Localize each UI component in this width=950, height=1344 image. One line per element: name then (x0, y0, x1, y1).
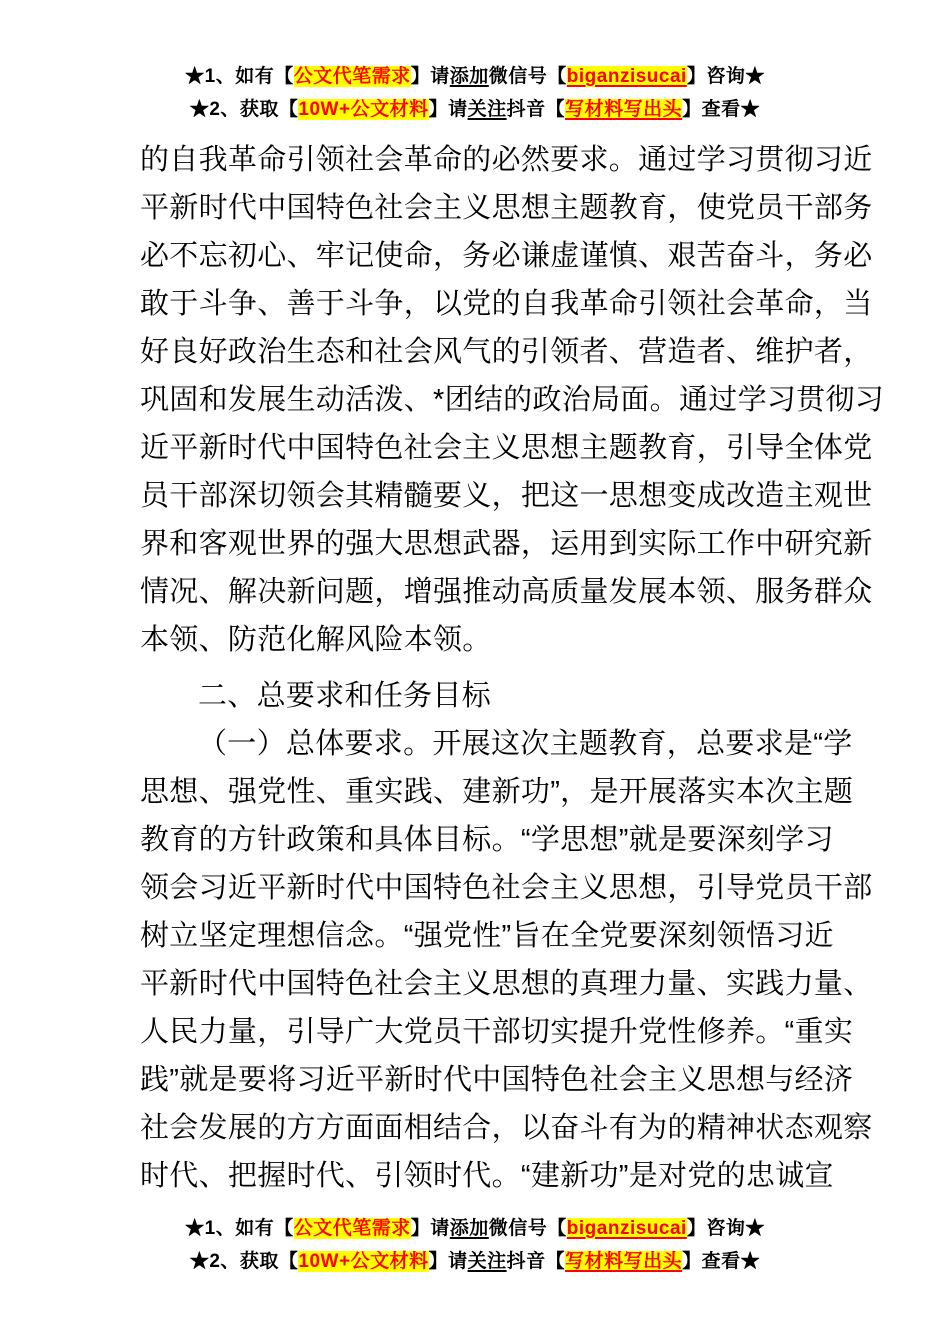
body-paragraph (140, 720, 873, 1200)
text-line: 树立坚定理想信念。“强党性”旨在全党要深刻领悟习近 (140, 920, 834, 952)
notice-segment-red-highlight-underline: biganzisucai (566, 1218, 687, 1239)
notice-footer-line-2 (0, 1245, 950, 1278)
notice-header-line-2 (0, 93, 950, 126)
text-line: 践”就是要将习近平新时代中国特色社会主义思想与经济 (140, 1064, 854, 1096)
notice-segment-plain: ★1、如有【 (185, 1218, 294, 1239)
text-line: 思想、强党性、重实践、建新功”，是开展落实本次主题 (140, 776, 854, 808)
notice-segment-plain: 】查看★ (682, 99, 761, 120)
notice-segment-plain: ★2、获取【 (189, 1251, 299, 1272)
notice-segment-underline: 添加 (449, 66, 489, 87)
notice-segment-red-highlight-underline: biganzisucai (566, 66, 687, 87)
text-line: 社会发展的方方面面相结合，以奋斗有为的精神状态观察 (140, 1112, 873, 1144)
text-line: 好良好政治生态和社会风气的引领者、营造者、维护者， (140, 336, 873, 368)
notice-segment-red-highlight: 10W+公文材料 (298, 1251, 429, 1272)
text-line: （一）总体要求。开展这次主题教育，总要求是“学 (198, 728, 853, 760)
text-line: 领会习近平新时代中国特色社会主义思想，引导党员干部 (140, 872, 873, 904)
text-line: 界和客观世界的强大思想武器，运用到实际工作中研究新 (140, 528, 873, 560)
notice-segment-red-highlight: 公文代笔需求 (293, 66, 411, 87)
text-line: 巩固和发展生动活泼、*团结的政治局面。通过学习贯彻习 (140, 384, 885, 416)
text-line: 时代、把握时代、引领时代。“建新功”是对党的忠诚宣 (140, 1160, 834, 1192)
notice-segment-plain: 】请 (410, 66, 450, 87)
notice-segment-underline: 添加 (449, 1218, 489, 1239)
notice-header-line-1 (0, 60, 950, 93)
text-line: 必不忘初心、牢记使命，务必谦虚谨慎、艰苦奋斗，务必 (140, 240, 873, 272)
notice-footer-line-1 (0, 1212, 950, 1245)
notice-segment-red-highlight-underline: 写材料写出头 (565, 1251, 683, 1272)
text-line: 二、总要求和任务目标 (198, 680, 492, 712)
notice-footer (0, 1212, 950, 1278)
notice-segment-plain: 】查看★ (682, 1251, 761, 1272)
notice-header (0, 60, 950, 126)
notice-segment-red-highlight-underline: 写材料写出头 (565, 99, 683, 120)
text-line: 敢于斗争、善于斗争，以党的自我革命引领社会革命，当 (140, 288, 873, 320)
notice-segment-plain: 】请 (428, 99, 468, 120)
notice-segment-plain: ★1、如有【 (185, 66, 294, 87)
section-heading (140, 672, 820, 720)
text-line: 人民力量，引导广大党员干部切实提升党性修养。“重实 (140, 1016, 854, 1048)
text-line: 平新时代中国特色社会主义思想主题教育，使党员干部务 (140, 192, 873, 224)
notice-segment-plain: 】请 (428, 1251, 468, 1272)
document-body (140, 136, 885, 1200)
notice-segment-underline: 关注 (467, 99, 507, 120)
notice-segment-plain: 】咨询★ (686, 66, 765, 87)
notice-segment-plain: 】咨询★ (686, 1218, 765, 1239)
notice-segment-red-highlight: 公文代笔需求 (293, 1218, 411, 1239)
notice-segment-plain: 抖音【 (506, 99, 566, 120)
notice-segment-red-highlight: 10W+公文材料 (298, 99, 429, 120)
notice-segment-plain: 微信号【 (488, 1218, 567, 1239)
notice-segment-plain: 】请 (410, 1218, 450, 1239)
notice-segment-plain: 抖音【 (506, 1251, 566, 1272)
text-line: 的自我革命引领社会革命的必然要求。通过学习贯彻习近 (140, 144, 873, 176)
text-line: 员干部深切领会其精髓要义，把这一思想变成改造主观世 (140, 480, 873, 512)
text-line: 教育的方针政策和具体目标。“学思想”就是要深刻学习 (140, 824, 834, 856)
notice-segment-underline: 关注 (467, 1251, 507, 1272)
notice-segment-plain: 微信号【 (488, 66, 567, 87)
text-line: 近平新时代中国特色社会主义思想主题教育，引导全体党 (140, 432, 873, 464)
body-paragraph (140, 136, 885, 664)
text-line: 本领、防范化解风险本领。 (140, 624, 492, 656)
text-line: 情况、解决新问题，增强推动高质量发展本领、服务群众 (140, 576, 873, 608)
text-line: 平新时代中国特色社会主义思想的真理力量、实践力量、 (140, 968, 873, 1000)
notice-segment-plain: ★2、获取【 (189, 99, 299, 120)
